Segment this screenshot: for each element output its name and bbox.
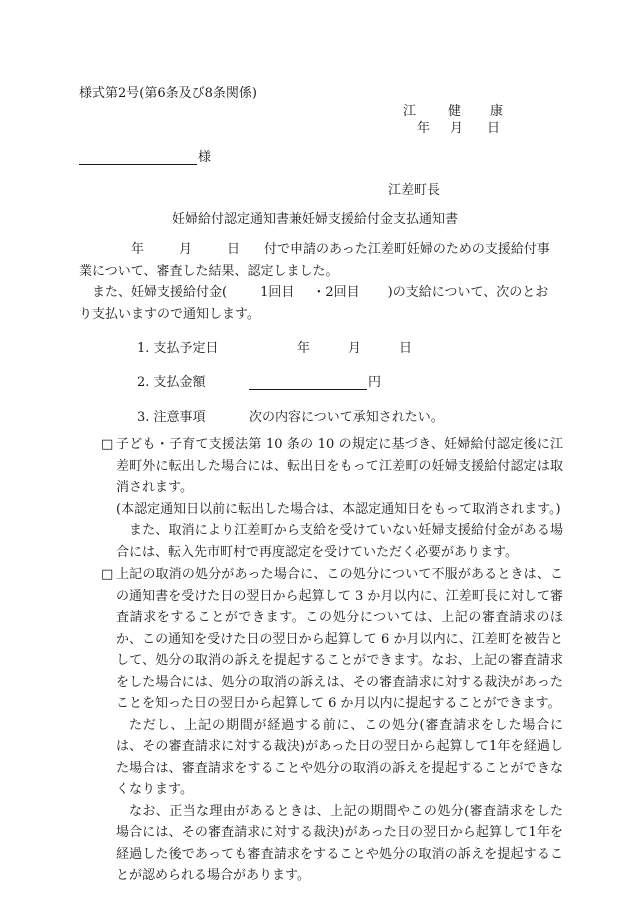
payment-year-label: 年 — [297, 341, 311, 356]
addressee-suffix: 様 — [198, 150, 212, 165]
amount-unit: 円 — [368, 375, 382, 390]
issuer-char-1: 江 — [403, 104, 417, 119]
body-paragraph-1 — [79, 239, 559, 282]
body-text — [79, 239, 559, 325]
note-1-paragraph-3: また、取消により江差町から支給を受けていない妊婦支援給付金がある場合には、転入先市町村で再度認定を受けていただく必要があります。 — [116, 523, 563, 560]
issue-date — [417, 117, 500, 136]
para2-suffix: )の支給について、次のとおり支払いますので通知します。 — [79, 285, 549, 322]
note-1 — [101, 434, 563, 563]
amount-label: 2. 支払金額 — [137, 375, 206, 390]
payment-date-label: 1. 支払予定日 — [137, 341, 219, 356]
para2-option-1: 1回目 — [260, 285, 295, 300]
addressee-blank-line — [79, 152, 197, 165]
notes-label: 3. 注意事項 — [137, 410, 206, 425]
para1-month-label: 月 — [179, 242, 193, 257]
issuer-char-3: 康 — [490, 104, 504, 119]
issuer-char-2: 健 — [448, 104, 462, 119]
para1-day-label: 日 — [227, 242, 241, 257]
document-title: 妊婦給付認定通知書兼妊婦支援給付金支払通知書 — [171, 212, 458, 227]
amount-blank-line — [249, 377, 367, 390]
para2-option-2: ・2回目 — [312, 285, 360, 300]
item-payment-date — [137, 337, 412, 356]
date-month-label: 月 — [450, 121, 464, 136]
note-2-paragraph-3: なお、正当な理由があるときは、上記の期間やこの処分(審査請求をした場合には、その審査請求に対する裁決)があった日の翌日から起算して1年を経過した後であっても審査請求をすることや処分の取消の訴えを提起することが認められる場合があります。 — [116, 803, 563, 883]
form-number: 様式第2号(第6条及び8条関係) — [79, 86, 257, 101]
para1-text: 付で申請のあった江差町妊婦のための支援給付事業について、審査した結果、認定しました。 — [79, 242, 550, 279]
sender-name: 江差町長 — [388, 183, 441, 198]
payment-month-label: 月 — [348, 341, 362, 356]
note-2-paragraph-1: 上記の取消の処分があった場合に、この処分について不服があるときは、この通知書を受けた日の翌日から起算して 3 か月以内に、江差町長に対して審査請求をすることができます。この処分については、上記の審査請求のほか、この通知を受けた日の翌日から起算して 6 か月以内に、江差町を被告として、処分の取消の訴えを提起することができます。なお、上記の審査請求をした場合には、処分の取消の訴えは、その審査請求に対する裁決があったことを知った日の翌日から起算して 6 か月以内に提起することができます。 — [116, 567, 563, 711]
date-year-label: 年 — [417, 121, 431, 136]
payment-day-label: 日 — [399, 341, 413, 356]
body-paragraph-2 — [79, 282, 559, 325]
para1-year-label: 年 — [131, 242, 145, 257]
note-2-checkbox: □ — [101, 567, 114, 582]
note-1-checkbox: □ — [101, 437, 114, 452]
note-2-paragraph-2: ただし、上記の期間が経過する前に、この処分(審査請求をした場合には、その審査請求に対する裁決)があった日の翌日から起算して1年を経過した場合は、審査請求をすることや処分の取消の訴えを提起することができなくなります。 — [116, 717, 563, 797]
note-2 — [101, 564, 563, 887]
note-1-paragraph-1: 子ども・子育て支援法第 10 条の 10 の規定に基づき、妊婦給付認定後に江差町外に転出した場合には、転出日をもって江差町の妊婦支援給付認定は取消されます。 — [116, 437, 563, 495]
date-day-label: 日 — [487, 121, 501, 136]
note-1-paragraph-2: (本認定通知日以前に転出した場合は、本認定通知日をもって取消されます。) — [116, 501, 561, 517]
para2-prefix: また、妊婦支援給付金( — [92, 285, 228, 300]
item-amount — [137, 371, 381, 390]
item-notes — [137, 406, 444, 425]
notes-intro: 次の内容について承知されたい。 — [249, 410, 444, 425]
notes-section — [101, 434, 563, 888]
addressee-field — [79, 146, 211, 165]
